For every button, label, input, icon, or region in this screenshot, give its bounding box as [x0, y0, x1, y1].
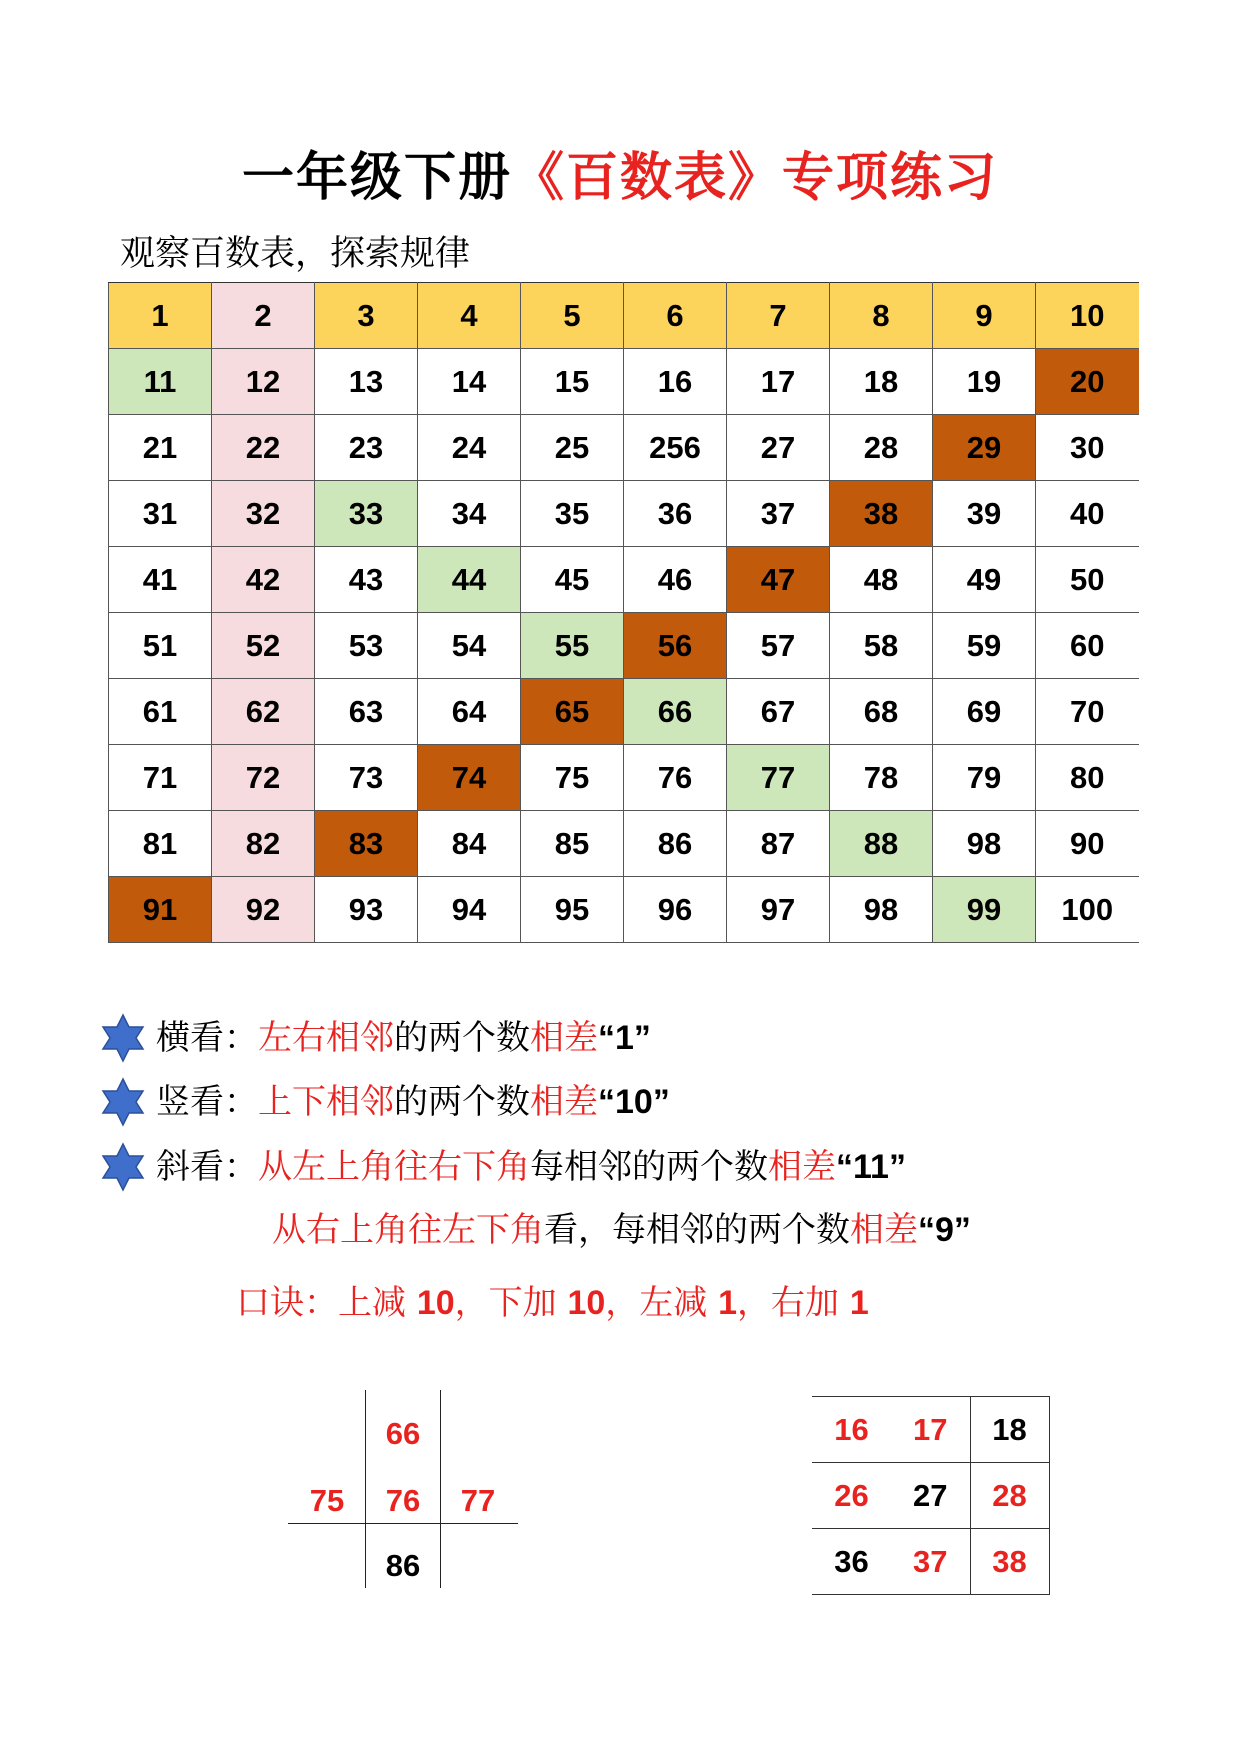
table-row [812, 1397, 1049, 1463]
table-cell: 11 [109, 349, 212, 415]
rule-label: 竖看： [156, 1082, 258, 1122]
table-cell: 68 [830, 679, 933, 745]
table-cell: 54 [418, 613, 521, 679]
table-cell: 78 [830, 745, 933, 811]
table-cell: 56 [624, 613, 727, 679]
table-cell: 81 [109, 811, 212, 877]
rule-quote: “11” [836, 1148, 906, 1186]
table-cell: 64 [418, 679, 521, 745]
star-icon [98, 1142, 148, 1192]
table-cell: 97 [727, 877, 830, 943]
table-cell: 53 [315, 613, 418, 679]
table-cell: 6 [624, 283, 727, 349]
table-cell: 85 [521, 811, 624, 877]
rule-red-text: 相差 [530, 1018, 598, 1058]
table-row [109, 811, 1139, 877]
table-cell: 9 [933, 283, 1036, 349]
table-cell: 8 [830, 283, 933, 349]
table-cell: 27 [891, 1463, 970, 1529]
table-row [109, 547, 1139, 613]
table-row [109, 745, 1139, 811]
table-cell: 7 [727, 283, 830, 349]
table-cell: 98 [830, 877, 933, 943]
table-cell: 90 [1036, 811, 1139, 877]
rule-quote: “1” [598, 1019, 651, 1057]
table-cell: 1 [109, 283, 212, 349]
rule-diagonal-2 [272, 1207, 971, 1253]
table-cell: 22 [212, 415, 315, 481]
table-cell: 57 [727, 613, 830, 679]
table-cell: 58 [830, 613, 933, 679]
hundred-table [108, 282, 1139, 943]
table-cell: 52 [212, 613, 315, 679]
cross-right: 77 [460, 1483, 496, 1518]
cross-line [288, 1523, 518, 1524]
cross-bottom: 86 [385, 1548, 421, 1583]
table-cell: 18 [830, 349, 933, 415]
table-cell: 92 [212, 877, 315, 943]
table-row [812, 1529, 1049, 1595]
table-cell: 10 [1036, 283, 1139, 349]
table-row [109, 481, 1139, 547]
table-cell: 48 [830, 547, 933, 613]
cross-diagram [288, 1390, 518, 1588]
mnemonic-text: ，右加 [737, 1283, 850, 1323]
table-cell: 100 [1036, 877, 1139, 943]
table-cell: 73 [315, 745, 418, 811]
rule-text: 的两个数 [394, 1082, 530, 1122]
table-cell: 29 [933, 415, 1036, 481]
table-cell: 74 [418, 745, 521, 811]
table-row [109, 877, 1139, 943]
table-cell: 95 [521, 877, 624, 943]
mnemonic [236, 1280, 869, 1326]
table-cell: 16 [812, 1397, 891, 1463]
mnemonic-number: 1 [849, 1284, 869, 1322]
table-cell: 96 [624, 877, 727, 943]
table-cell: 72 [212, 745, 315, 811]
table-cell: 79 [933, 745, 1036, 811]
table-cell: 26 [812, 1463, 891, 1529]
table-cell: 49 [933, 547, 1036, 613]
small-grid [812, 1396, 1050, 1595]
cross-center: 76 [385, 1483, 421, 1518]
title-prefix: 一年级下册 [241, 148, 512, 208]
table-cell: 69 [933, 679, 1036, 745]
table-cell: 43 [315, 547, 418, 613]
rule-text: 看，每相邻的两个数 [544, 1210, 850, 1250]
table-cell: 42 [212, 547, 315, 613]
table-cell: 86 [624, 811, 727, 877]
table-cell: 4 [418, 283, 521, 349]
table-cell: 2 [212, 283, 315, 349]
table-cell: 44 [418, 547, 521, 613]
table-cell: 76 [624, 745, 727, 811]
table-cell: 98 [933, 811, 1036, 877]
mnemonic-text: ，左减 [605, 1283, 719, 1323]
subtitle: 观察百数表，探索规律 [120, 234, 471, 274]
table-cell: 15 [521, 349, 624, 415]
cross-left: 75 [309, 1483, 345, 1518]
table-cell: 30 [1036, 415, 1139, 481]
table-cell: 46 [624, 547, 727, 613]
rule-quote: “9” [918, 1211, 971, 1249]
table-cell: 18 [970, 1397, 1049, 1463]
table-cell: 65 [521, 679, 624, 745]
table-cell: 61 [109, 679, 212, 745]
table-cell: 17 [891, 1397, 970, 1463]
rule-text: 的两个数 [394, 1018, 530, 1058]
table-cell: 21 [109, 415, 212, 481]
table-cell: 93 [315, 877, 418, 943]
table-row [109, 613, 1139, 679]
table-cell: 59 [933, 613, 1036, 679]
table-cell: 36 [624, 481, 727, 547]
table-cell: 66 [624, 679, 727, 745]
table-cell: 99 [933, 877, 1036, 943]
table-cell: 28 [830, 415, 933, 481]
table-row [812, 1463, 1049, 1529]
table-cell: 36 [812, 1529, 891, 1595]
table-cell: 28 [970, 1463, 1049, 1529]
rule-red-text: 相差 [530, 1082, 598, 1122]
table-cell: 256 [624, 415, 727, 481]
table-cell: 45 [521, 547, 624, 613]
rule-red-text: 相差 [768, 1147, 836, 1187]
star-icon [98, 1077, 148, 1127]
mnemonic-text: ，下加 [454, 1283, 568, 1323]
rule-quote: “10” [598, 1083, 670, 1121]
rule-red-text: 从左上角往右下角 [258, 1147, 530, 1187]
table-cell: 25 [521, 415, 624, 481]
table-cell: 3 [315, 283, 418, 349]
table-cell: 60 [1036, 613, 1139, 679]
table-cell: 37 [891, 1529, 970, 1595]
title-highlight: 《百数表》专项练习 [512, 148, 999, 208]
rule-red-text: 相差 [850, 1210, 918, 1250]
table-cell: 91 [109, 877, 212, 943]
table-cell: 38 [970, 1529, 1049, 1595]
table-cell: 31 [109, 481, 212, 547]
table-cell: 83 [315, 811, 418, 877]
table-row [109, 283, 1139, 349]
star-icon [98, 1013, 148, 1063]
table-cell: 50 [1036, 547, 1139, 613]
page-title [0, 135, 1240, 210]
table-cell: 82 [212, 811, 315, 877]
table-cell: 51 [109, 613, 212, 679]
table-cell: 13 [315, 349, 418, 415]
table-cell: 67 [727, 679, 830, 745]
table-cell: 88 [830, 811, 933, 877]
rule-red-text: 左右相邻 [258, 1018, 394, 1058]
table-cell: 55 [521, 613, 624, 679]
table-cell: 39 [933, 481, 1036, 547]
table-cell: 27 [727, 415, 830, 481]
table-cell: 75 [521, 745, 624, 811]
rule-red-text: 上下相邻 [258, 1082, 394, 1122]
rule-red-text: 从右上角往左下角 [272, 1210, 544, 1250]
table-cell: 87 [727, 811, 830, 877]
table-cell: 63 [315, 679, 418, 745]
rule-text: 每相邻的两个数 [530, 1147, 768, 1187]
table-cell: 62 [212, 679, 315, 745]
mnemonic-text: 口诀：上减 [236, 1283, 417, 1323]
table-cell: 47 [727, 547, 830, 613]
table-row [109, 679, 1139, 745]
table-cell: 5 [521, 283, 624, 349]
table-cell: 77 [727, 745, 830, 811]
cross-top: 66 [385, 1416, 421, 1451]
mnemonic-number: 1 [718, 1284, 738, 1322]
table-cell: 16 [624, 349, 727, 415]
table-cell: 12 [212, 349, 315, 415]
table-cell: 34 [418, 481, 521, 547]
table-cell: 14 [418, 349, 521, 415]
mnemonic-number: 10 [416, 1284, 455, 1322]
table-cell: 94 [418, 877, 521, 943]
table-cell: 33 [315, 481, 418, 547]
table-cell: 35 [521, 481, 624, 547]
table-cell: 71 [109, 745, 212, 811]
table-cell: 20 [1036, 349, 1139, 415]
table-cell: 38 [830, 481, 933, 547]
table-row [109, 349, 1139, 415]
table-cell: 24 [418, 415, 521, 481]
table-cell: 37 [727, 481, 830, 547]
table-cell: 32 [212, 481, 315, 547]
table-row [109, 415, 1139, 481]
table-cell: 19 [933, 349, 1036, 415]
mnemonic-number: 10 [567, 1284, 606, 1322]
table-cell: 41 [109, 547, 212, 613]
table-cell: 80 [1036, 745, 1139, 811]
rule-label: 斜看： [156, 1147, 258, 1187]
table-cell: 40 [1036, 481, 1139, 547]
table-cell: 17 [727, 349, 830, 415]
table-cell: 23 [315, 415, 418, 481]
rule-label: 横看： [156, 1018, 258, 1058]
table-cell: 84 [418, 811, 521, 877]
table-cell: 70 [1036, 679, 1139, 745]
